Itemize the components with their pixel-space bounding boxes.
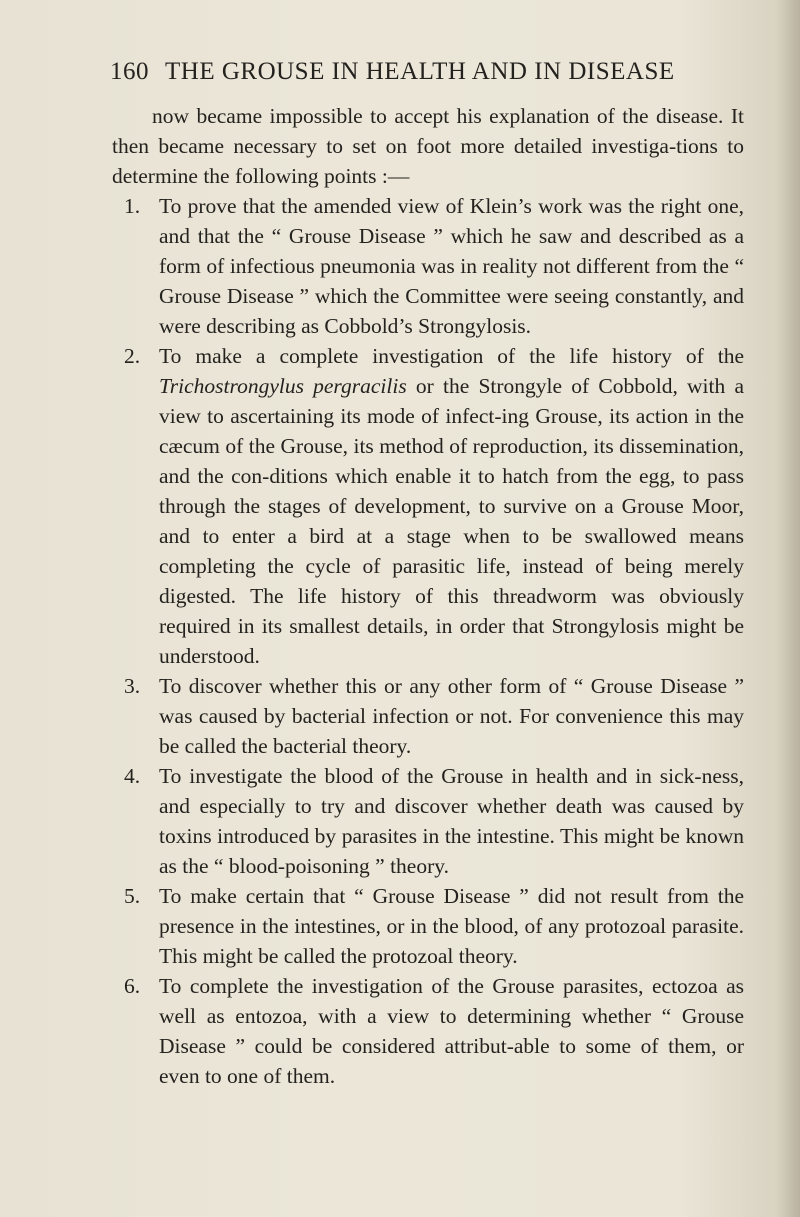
list-item-number: 4. — [124, 764, 141, 788]
list-item-text-after: or the Strongyle of Cobbold, with a view to ascertaining its mode of infect-ing Grouse, its action in the cæcum of the Grouse, its method of reproduction, its dissemination, and the con-ditions which enable it to hatch from the egg, to pass through the stages of development, to survive on a Grouse Moor, and to enter a bird at a stage when to be swallowed means completing the cycle of parasitic life, instead of being merely digested. The life history of this threadworm was obviously required in its smallest details, in order that Strongylosis might be understood. — [159, 374, 744, 668]
list-item-3 — [112, 671, 744, 761]
list-item-text: To prove that the amended view of Klein’s work was the right one, and that the “ Grouse Disease ” which he saw and described as a form of infectious pneumonia was in reality not different from the “ Grouse Disease ” which the Committee were seeing constantly, and were describing as Cobbold’s Strongylosis. — [159, 194, 744, 338]
list-item-text — [159, 344, 744, 668]
list-item-6 — [112, 971, 744, 1091]
page-number: 160 — [110, 58, 149, 85]
list-item-number: 3. — [124, 674, 141, 698]
list-item-text-before: To make a complete investigation of the life history of the — [159, 344, 744, 368]
list-item-number: 1. — [124, 194, 141, 218]
species-name: Trichostrongylus pergracilis — [159, 374, 407, 398]
list-item-1 — [112, 191, 744, 341]
list-item-4 — [112, 761, 744, 881]
intro-paragraph: now became impossible to accept his explanation of the disease. It then became necessary to set on foot more detailed investiga-tions to determine the following points :— — [112, 104, 744, 188]
list-item-number: 5. — [124, 884, 141, 908]
running-header — [110, 58, 740, 86]
list-item-text: To make certain that “ Grouse Disease ” did not result from the presence in the intestines, or in the blood, of any protozoal parasite. This might be called the protozoal theory. — [159, 884, 744, 968]
list-item-text: To investigate the blood of the Grouse in health and in sick-ness, and especially to try and discover whether death was caused by toxins introduced by parasites in the intestine. This might be known as the “ blood-poisoning ” theory. — [159, 764, 744, 878]
list-item-text: To complete the investigation of the Grouse parasites, ectozoa as well as entozoa, with a view to determining whether “ Grouse Disease ” could be considered attribut-able to some of them, or even to one of them. — [159, 974, 744, 1088]
running-title: THE GROUSE IN HEALTH AND IN DISEASE — [165, 58, 675, 85]
list-item-number: 2. — [124, 344, 141, 368]
list-item-2 — [112, 341, 744, 671]
body-text — [112, 101, 744, 1091]
list-item-5 — [112, 881, 744, 971]
list-item-text: To discover whether this or any other form of “ Grouse Disease ” was caused by bacterial infection or not. For convenience this may be called the bacterial theory. — [159, 674, 744, 758]
list-item-number: 6. — [124, 974, 141, 998]
